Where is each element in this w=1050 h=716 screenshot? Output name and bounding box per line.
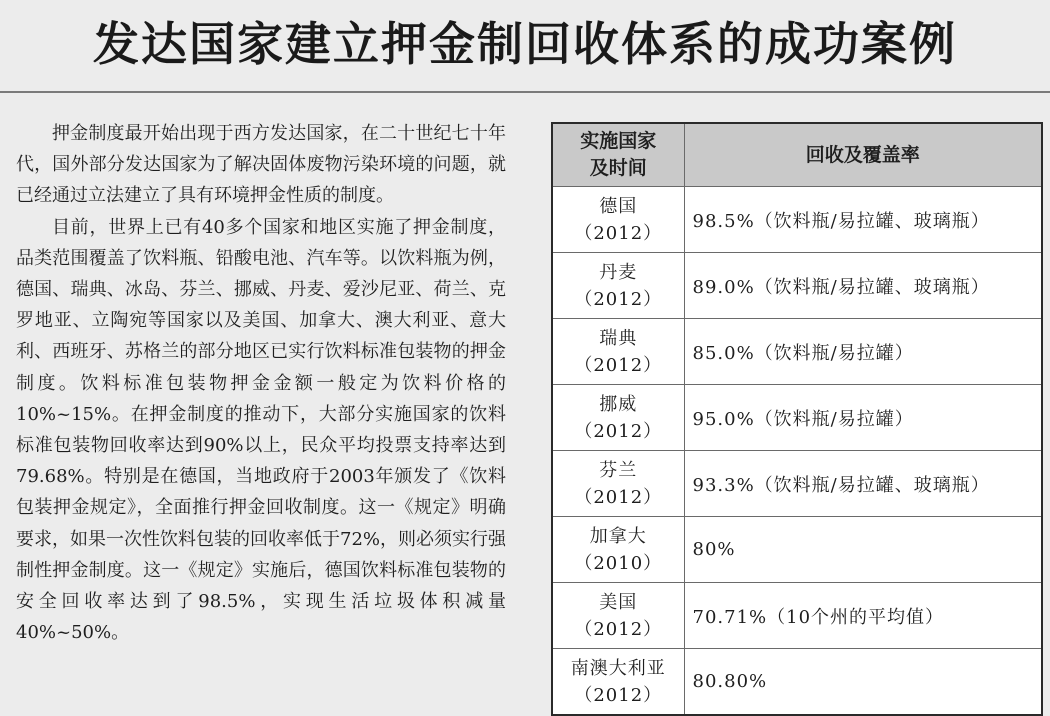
rate-cell: 98.5%（饮料瓶/易拉罐、玻璃瓶） — [684, 187, 1042, 253]
article-body — [16, 118, 506, 648]
rate-cell: 85.0%（饮料瓶/易拉罐） — [684, 319, 1042, 385]
country-cell — [552, 451, 684, 517]
table-row — [552, 583, 1042, 649]
table-row — [552, 649, 1042, 716]
country-cell — [552, 253, 684, 319]
rate-cell: 95.0%（饮料瓶/易拉罐） — [684, 385, 1042, 451]
country-year: （2012） — [574, 486, 663, 508]
country-name: 南澳大利亚 — [570, 657, 666, 679]
table-row — [552, 253, 1042, 319]
table-row — [552, 187, 1042, 253]
rate-cell: 70.71%（10个州的平均值） — [684, 583, 1042, 649]
country-name: 加拿大 — [589, 525, 647, 547]
article-paragraph: 押金制度最开始出现于西方发达国家，在二十世纪七十年代，国外部分发达国家为了解决固体废物污染环境的问题，就已经通过立法建立了具有环境押金性质的制度。 — [16, 123, 506, 207]
table-row — [552, 517, 1042, 583]
article-paragraph: 目前，世界上已有40多个国家和地区实施了押金制度，品类范围覆盖了饮料瓶、铅酸电池、汽车等。以饮料瓶为例，德国、瑞典、冰岛、芬兰、挪威、丹麦、爱沙尼亚、荷兰、克罗地亚、立陶宛等国家以及美国、加拿大、澳大利亚、意大利、西班牙、苏格兰的部分地区已实行饮料标准包装物的押金制度。饮料标准包装物押金金额一般定为饮料价格的10%~15%。在押金制度的推动下，大部分实施国家的饮料标准包装物回收率达到90%以上，民众平均投票支持率达到79.68%。特别是在德国，当地政府于2003年颁发了《饮料包装押金规定》，全面推行押金回收制度。这一《规定》明确要求，如果一次性饮料包装的回收率低于72%，则必须实行强制性押金制度。这一《规定》实施后，德国饮料标准包装物的安全回收率达到了98.5%，实现生活垃圾体积减量40%~50%。 — [16, 216, 507, 644]
rate-cell: 93.3%（饮料瓶/易拉罐、玻璃瓶） — [684, 451, 1042, 517]
table-row — [552, 319, 1042, 385]
country-year: （2012） — [574, 420, 663, 442]
country-year: （2012） — [574, 684, 663, 706]
country-year: （2012） — [574, 288, 663, 310]
recycling-rate-table — [551, 122, 1043, 716]
header-time-line: 及时间 — [589, 157, 647, 179]
table-row — [552, 451, 1042, 517]
country-year: （2012） — [574, 354, 663, 376]
country-year: （2012） — [574, 222, 663, 244]
country-name: 丹麦 — [599, 261, 638, 283]
rate-cell: 80.80% — [684, 649, 1042, 716]
country-name: 芬兰 — [599, 459, 638, 481]
country-name: 美国 — [599, 591, 638, 613]
country-name: 挪威 — [599, 393, 638, 415]
page-title: 发达国家建立押金制回收体系的成功案例 — [93, 17, 957, 71]
title-divider — [0, 91, 1050, 93]
rate-cell: 89.0%（饮料瓶/易拉罐、玻璃瓶） — [684, 253, 1042, 319]
country-cell — [552, 319, 684, 385]
country-name: 瑞典 — [599, 327, 638, 349]
country-name: 德国 — [599, 195, 638, 217]
country-cell — [552, 649, 684, 716]
country-cell — [552, 583, 684, 649]
country-cell — [552, 187, 684, 253]
table-header-row — [552, 123, 1042, 187]
header-country-time — [552, 123, 684, 187]
country-year: （2012） — [574, 618, 663, 640]
country-cell — [552, 517, 684, 583]
header-rate: 回收及覆盖率 — [684, 123, 1042, 187]
rate-cell: 80% — [684, 517, 1042, 583]
country-year: （2010） — [574, 552, 663, 574]
table-row — [552, 385, 1042, 451]
header-country-line: 实施国家 — [580, 130, 657, 152]
country-cell — [552, 385, 684, 451]
